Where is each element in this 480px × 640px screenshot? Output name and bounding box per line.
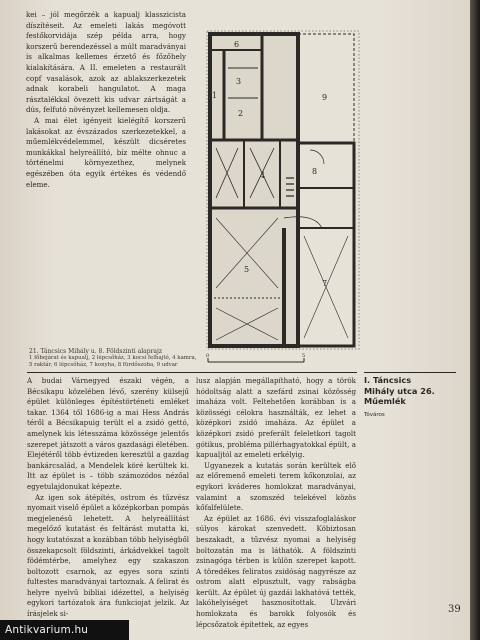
side-rule bbox=[364, 372, 456, 373]
mid-paragraph-3: Az épület az 1686. évi visszafoglaláskor súlyos károkat szenvedett. Köbiztosan beszakadt, a tűzvész nyomai a helyiség boltozatán ma is láthatók. A földszinti zsinagóga térben is külön szerepet kapott. A töredékes feliratos zsidóság nagyrésze az ostrom alatt elpusztult, vagy rabságba került. Az épület új gazdái lakhatóvá tették, lakóhelyiséget hasznosítottak. Ulzvári homlokzata és barokk folyosók és lépcsőzatok építettek, az egyes bbox=[196, 513, 356, 629]
plan-label-4: 4 bbox=[260, 171, 266, 180]
side-heading bbox=[364, 375, 454, 418]
plan-label-2: 2 bbox=[238, 109, 244, 118]
plan-label-6: 6 bbox=[234, 40, 240, 49]
top-paragraph-2: A mai élet igényeit kielégítő korszerű lakásokat az évszázados szerkezetekkel, a műemlékvédelemmel, készült dicséretes munkákkal helyreállító, bíz mélte ohnuc a történelmi környezethez, melynek egészében óta egyik értékes és védendő eleme. bbox=[26, 115, 186, 189]
left-paragraph-1: A budai Várnegyed északi végén, a Bécsikapu közelében lévő, szerény külsejű épület különleges építéstörténeti emléket takar. 1364 től 1686-ig a mai Hess András téről a Bécsikapuig terült el a zsidó gettó, amelynek kis létesszáma közössége jelentős szerepet játszott a város gazdasági életében. Elejétéről több évtizeden keresztül a gazdag bankárcsalád, a Mendelek köré kerültek ki. Itt az épület is – több számozódos nézőal egyetulajdonukat képezte. bbox=[27, 376, 189, 491]
page-edge-shadow bbox=[470, 0, 480, 640]
scale-bar bbox=[204, 352, 312, 372]
floor-plan bbox=[204, 28, 364, 352]
mid-paragraph-2: Ugyanezek a kutatás során kerültek elő az előremenő emeleti terem kőkonzolai, az egykori kváderes homlokzat maradványai, valamint a szomszéd telekével közös kőfalfelülete. bbox=[196, 460, 356, 513]
plan-label-8: 8 bbox=[312, 167, 318, 176]
mid-paragraph-1: lusz alapján megállapítható, hogy a török hódoltság alatt a szefárd zsinai közösség imaháza volt. Feltehetően korábban is a közösségi célokra használták, ez lehet a középkori zsidó imaháza. Az épület a középkori zsidó preferált feleletkori tagolt gótikus, probléma pillérhagyatokkal épült, a kapualjtól az emeleti erkélyig. bbox=[196, 376, 356, 460]
plan-label-7: 7 bbox=[322, 279, 328, 288]
caption-legend: 1 főbejárat és kapualj, 2 lépcsőház, 3 kocsi felhajtó, 4 kamra, 5 raktár, 6 lépcsőház, 7 konyha, 8 fürdőszoba, 9 udvar bbox=[29, 355, 197, 368]
body-column-left bbox=[27, 376, 189, 620]
caption-title: 21. Táncsics Mihály u. 8. Földszinti alaprajz bbox=[29, 348, 163, 355]
plan-label-1: 1 bbox=[212, 91, 218, 100]
left-paragraph-2: Az igen sok átépítés, ostrom és tűzvész nyomait viselő épület a középkorban pompás megjelenésű lehetett. A helyreállítást megelőző kutatást és feltárást mutatta ki, hogy kutatószat a kozábban több helyiségből összekapcsolt földszinti, árkádvekkel tagolt födémtérbe, amelyhez egy szakaszon boltozott csarnok, az egyes sora szinti fultestes maradványai tartoznak. A felirat és helyre nyelvű bibliai idézettel, a helyiség egykori tartózatok ára funkciojat jelzik. Az írásjelek si- bbox=[27, 492, 189, 619]
scale-zero: 0 bbox=[206, 353, 210, 359]
plan-label-5: 5 bbox=[244, 265, 250, 274]
side-subtitle: Tóváros bbox=[364, 411, 385, 418]
top-text-column bbox=[26, 10, 186, 190]
top-paragraph-1: kei – jól megőrzék a kapualj klasszicista díszítéseit. Az emeleti lakás megóvott festőkorvidája szép példa arra, hogy korszerű berendezéssel a múlt maradványai is alkalmas kellemes érzető és főzőhely kialakítására. A II. emeleten a restaurált copf vasalások, azok az ablakszerkezetek adnak korabeli hangulatot. A maga rásztalékkal övezett kis udvar zártságát a dús, felfutó növényzet kellemesen oldja. bbox=[26, 10, 186, 115]
page-number: 39 bbox=[448, 604, 461, 615]
figure-caption bbox=[29, 348, 197, 369]
watermark-label: Antikvarium.hu bbox=[0, 620, 129, 640]
plan-label-9: 9 bbox=[322, 93, 328, 102]
section-rule bbox=[27, 372, 357, 373]
side-title-line-3: Műemlék bbox=[364, 396, 406, 406]
scale-end: 5 bbox=[302, 353, 306, 359]
body-column-middle bbox=[196, 376, 356, 630]
side-title-line-2: Mihály utca 26. bbox=[364, 385, 435, 396]
side-title-line-1: I. Táncsics bbox=[364, 375, 412, 385]
plan-label-3: 3 bbox=[236, 77, 242, 86]
